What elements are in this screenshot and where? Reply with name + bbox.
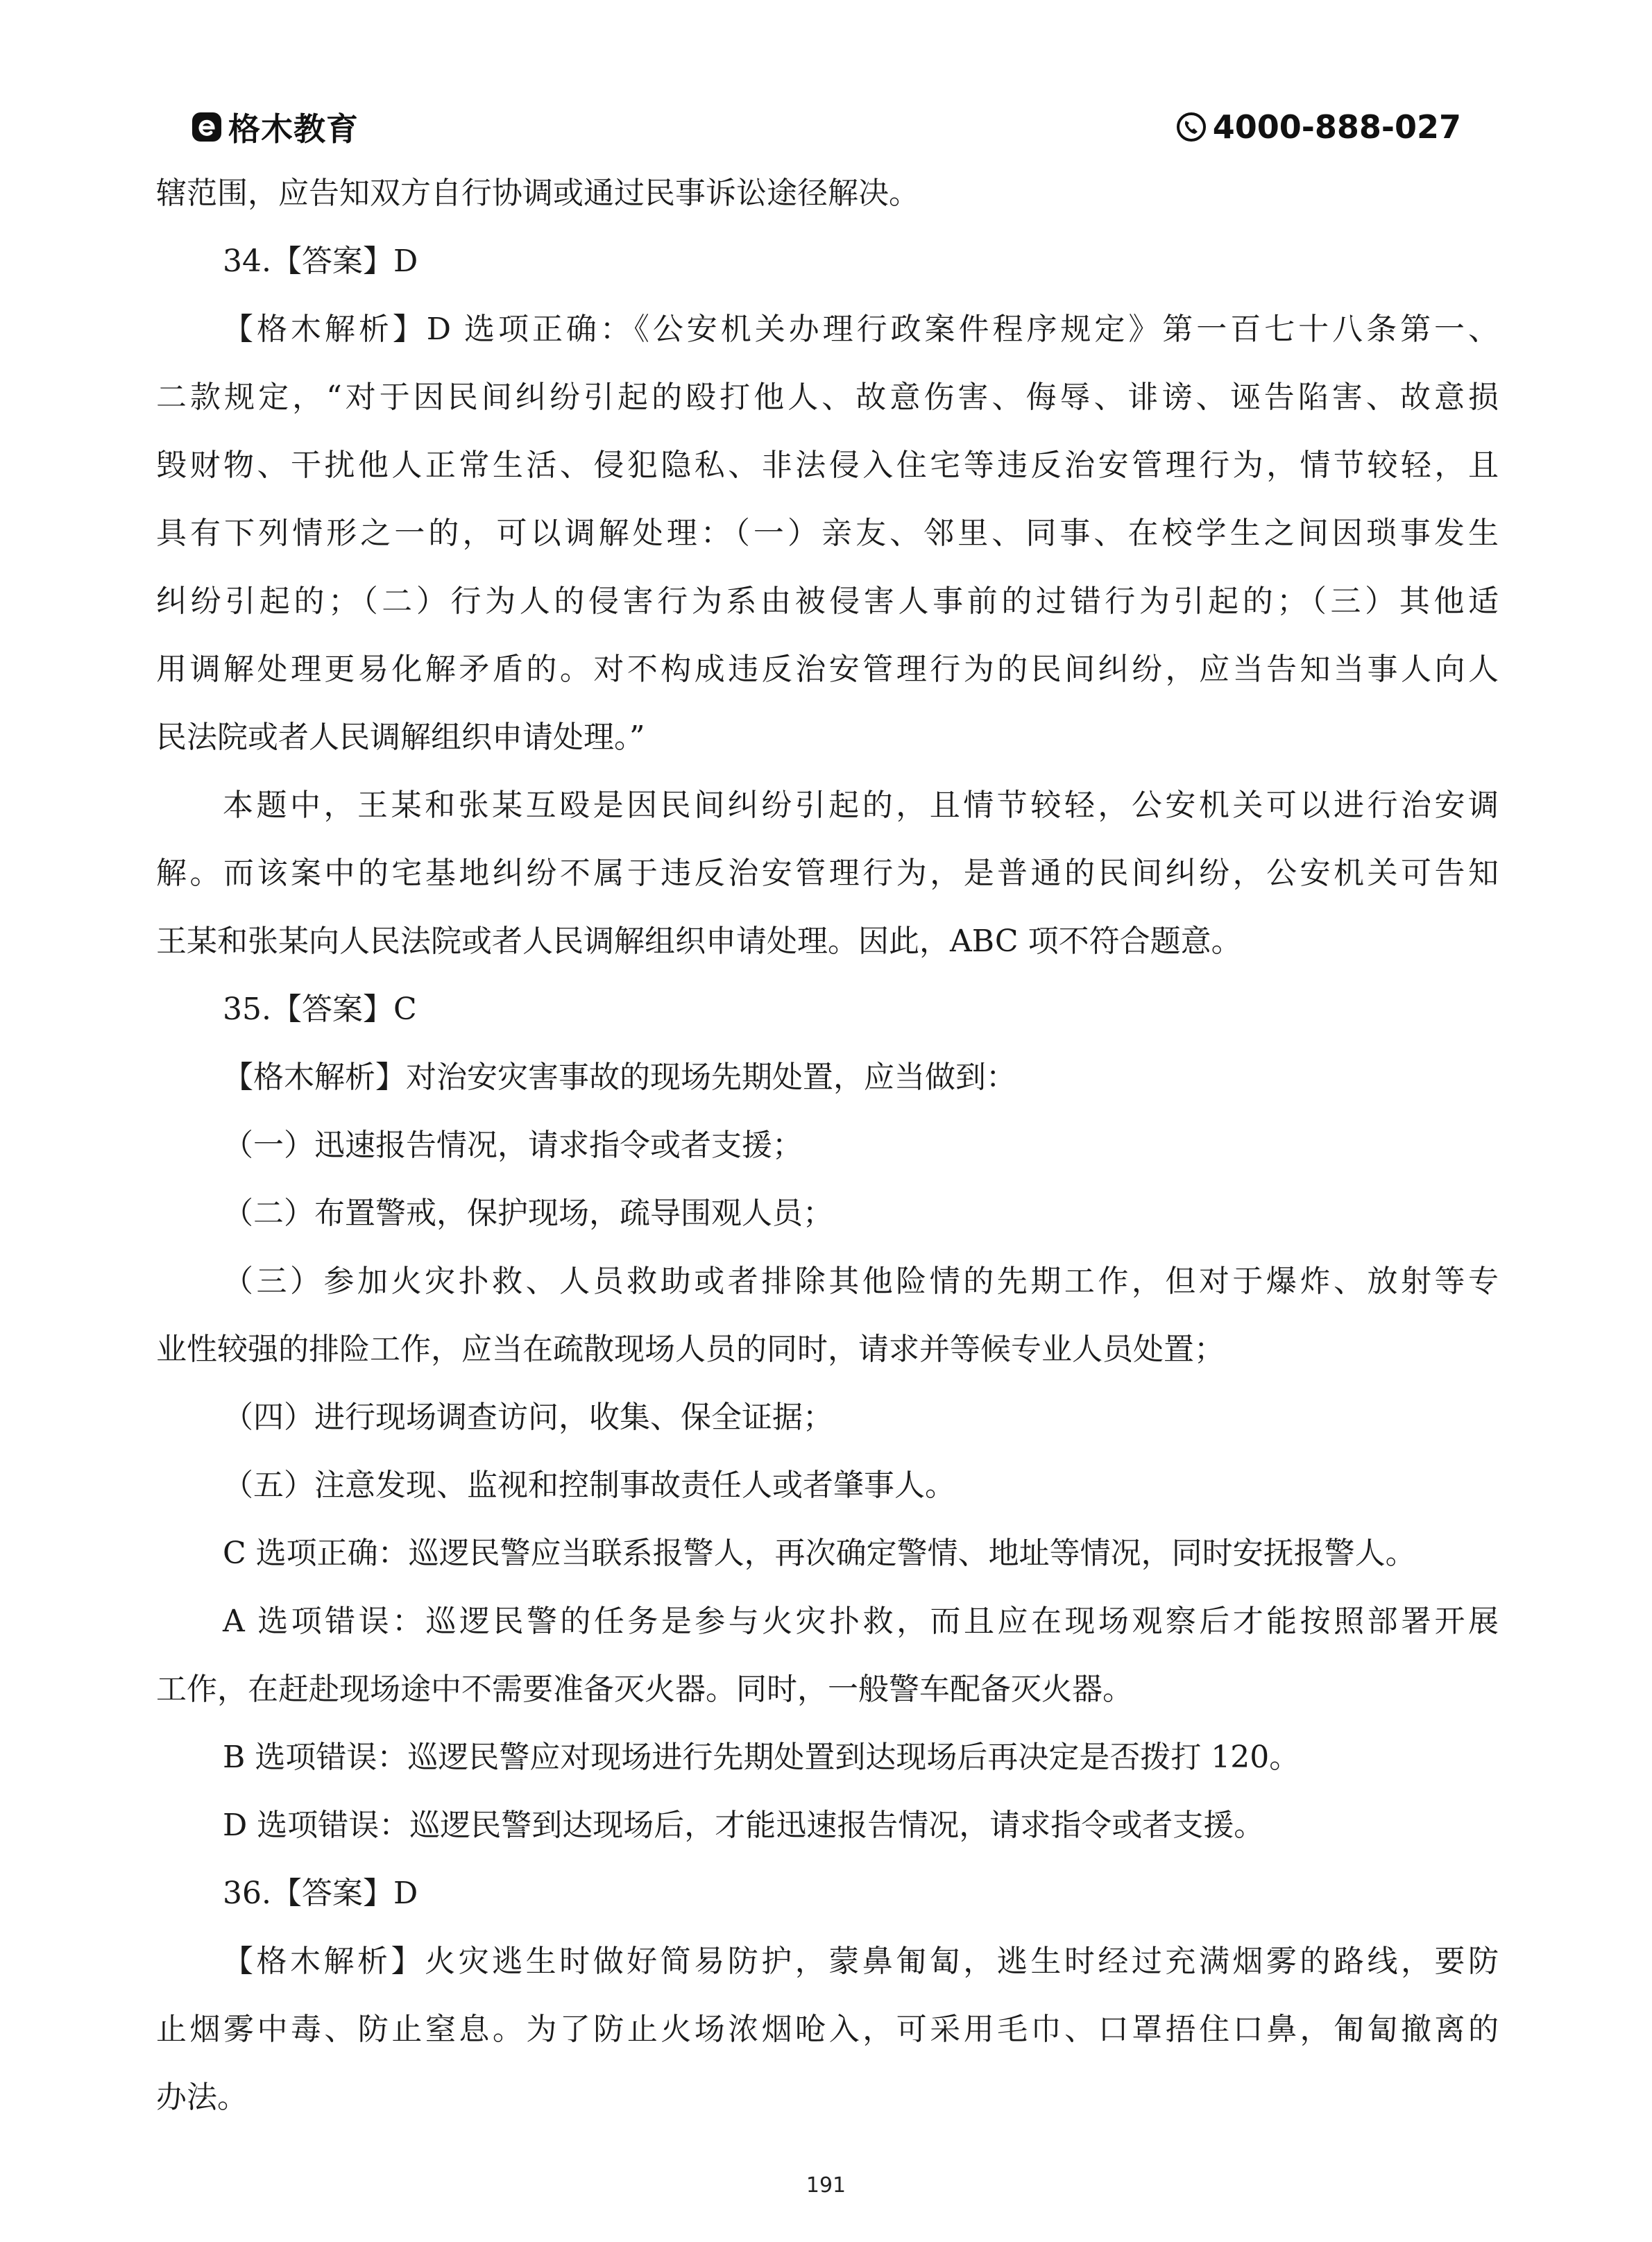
text-line: 工作，在赶赴现场途中不需要准备灭火器。同时，一般警车配备灭火器。 [156, 1672, 1133, 1707]
text-line: B 选项错误：巡逻民警应对现场进行先期处置到达现场后再决定是否拨打 120。 [223, 1740, 1300, 1775]
text-line: C 选项正确：巡逻民警应当联系报警人，再次确定警情、地址等情况，同时安抚报警人。 [223, 1536, 1416, 1571]
text-line: 民法院或者人民调解组织申请处理。” [156, 720, 645, 755]
text-line: 具有下列情形之一的，可以调解处理：（一）亲友、邻里、同事、在校学生之间因琐事发生 [156, 516, 1499, 551]
text-line: 业性较强的排险工作，应当在疏散现场人员的同时，请求并等候专业人员处置； [156, 1332, 1225, 1367]
text-line: 解。而该案中的宅基地纠纷不属于违反治安管理行为，是普通的民间纠纷，公安机关可告知 [156, 856, 1499, 891]
text-line: （三）参加火灾扑救、人员救助或者排除其他险情的先期工作，但对于爆炸、放射等专 [223, 1264, 1499, 1299]
brand-logo [191, 104, 359, 150]
text-line: 王某和张某向人民法院或者人民调解组织申请处理。因此，ABC 项不符合题意。 [156, 924, 1242, 959]
text-line: 【格木解析】火灾逃生时做好简易防护，蒙鼻匍匐，逃生时经过充满烟雾的路线，要防 [223, 1944, 1499, 1979]
phone-number: 4000-888-027 [1212, 108, 1461, 146]
text-line: 办法。 [156, 2080, 248, 2115]
text-line: （四）进行现场调查访问，收集、保全证据； [223, 1400, 833, 1435]
text-line: 本题中，王某和张某互殴是因民间纠纷引起的，且情节较轻，公安机关可以进行治安调 [223, 788, 1499, 823]
text-line: D 选项错误：巡逻民警到达现场后，才能迅速报告情况，请求指令或者支援。 [223, 1808, 1265, 1843]
text-line: （二）布置警戒，保护现场，疏导围观人员； [223, 1196, 833, 1231]
text-line: A 选项错误：巡逻民警的任务是参与火灾扑救，而且应在现场观察后才能按照部署开展 [223, 1604, 1499, 1639]
text-line: 止烟雾中毒、防止窒息。为了防止火场浓烟呛入，可采用毛巾、口罩捂住口鼻，匍匐撤离的 [156, 2012, 1499, 2047]
text-line: 【格木解析】D 选项正确：《公安机关办理行政案件程序规定》第一百七十八条第一、 [223, 312, 1499, 347]
text-line: 35.【答案】C [223, 992, 417, 1027]
text-line: 纠纷引起的；（二）行为人的侵害行为系由被侵害人事前的过错行为引起的；（三）其他适 [156, 584, 1499, 619]
text-line: 二款规定，“对于因民间纠纷引起的殴打他人、故意伤害、侮辱、诽谤、诬告陷害、故意损 [156, 380, 1499, 415]
text-line: （一）迅速报告情况，请求指令或者支援； [223, 1128, 803, 1163]
page-number: 191 [806, 2173, 846, 2198]
text-line: 用调解处理更易化解矛盾的。对不构成违反治安管理行为的民间纠纷，应当告知当事人向人 [156, 652, 1499, 687]
answer-explanation-body [156, 160, 1499, 2132]
text-line: 36.【答案】D [223, 1876, 418, 1911]
text-line: 毁财物、干扰他人正常生活、侵犯隐私、非法侵入住宅等违反治安管理行为，情节较轻，且 [156, 448, 1499, 483]
text-line: 【格木解析】对治安灾害事故的现场先期处置，应当做到： [223, 1060, 1016, 1095]
text-line: 辖范围，应告知双方自行协调或通过民事诉讼途径解决。 [156, 176, 919, 211]
hotline [1175, 108, 1461, 146]
page-header [191, 103, 1461, 151]
brand-name: 格木教育 [228, 110, 359, 148]
text-line: 34.【答案】D [223, 244, 418, 279]
phone-icon [1175, 111, 1207, 143]
text-line: （五）注意发现、监视和控制事故责任人或者肇事人。 [223, 1468, 955, 1503]
brand-logo-icon [191, 111, 223, 143]
